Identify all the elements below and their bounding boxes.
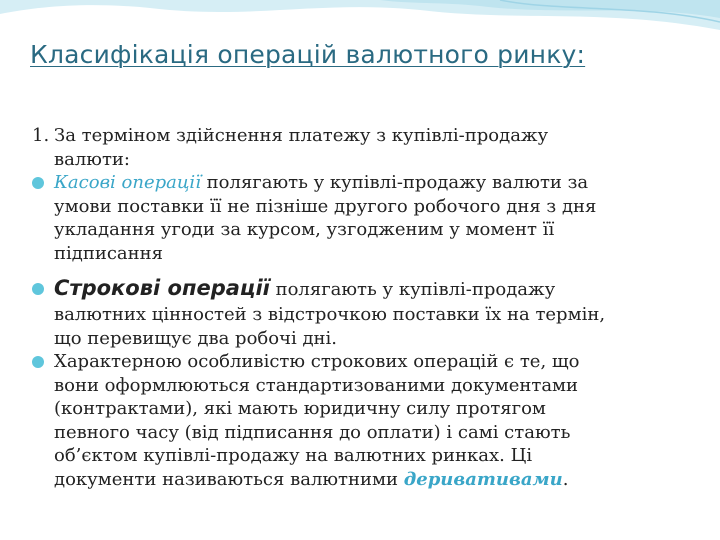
- cash-operations-term: Касові операції: [54, 172, 201, 193]
- bullet1-line1: полягають у купівлі-продажу валюти за: [200, 172, 589, 193]
- bullet1-line4: підписання: [54, 242, 163, 264]
- slide-body: [32, 124, 702, 491]
- item1-line2: валюти:: [54, 148, 130, 170]
- bullet-icon: [32, 356, 44, 368]
- bullet-item-forward-operations: [32, 275, 702, 350]
- bullet3-line6: документи називаються валютними: [54, 468, 404, 490]
- forward-operations-term: Строкові операції: [54, 276, 270, 300]
- bullet1-line3: укладання угоди за курсом, узгодженим у момент її: [54, 219, 555, 240]
- list-item-1: [32, 124, 702, 171]
- bullet2-line1: полягають у купівлі-продажу: [269, 279, 556, 300]
- bullet-item-cash-operations: [32, 171, 702, 265]
- bullet3-line1: Характерною особливістю строкових операцій є те, що: [54, 351, 580, 372]
- bullet3-line3: (контрактами), які мають юридичну силу протягом: [54, 398, 546, 419]
- bullet3-line6-end: .: [562, 468, 569, 490]
- bullet3-line5: об’єктом купівлі-продажу на валютних ринках. Ці: [54, 445, 533, 466]
- bullet-item-characteristic: [32, 350, 702, 491]
- bullet1-line2: умови поставки її не пізніше другого робочого дня з дня: [54, 195, 597, 217]
- bullet3-line2: вони оформлюються стандартизованими документами: [54, 374, 579, 396]
- bullet-icon: [32, 177, 44, 189]
- bullet-icon: [32, 283, 44, 295]
- bullet2-line3: що перевищує два робочі дні.: [54, 327, 338, 349]
- item1-line1: За терміном здійснення платежу з купівлі-продажу: [54, 125, 549, 146]
- derivatives-term: деривативами: [403, 468, 563, 490]
- slide-title: Класифікація операцій валютного ринку:: [30, 40, 586, 69]
- bullet3-line4: певного часу (від підписання до оплати) і самі стають: [54, 421, 571, 443]
- item-number: 1.: [32, 125, 50, 146]
- bullet2-line2: валютних цінностей з відстрочкою поставки їх на термін,: [54, 304, 606, 325]
